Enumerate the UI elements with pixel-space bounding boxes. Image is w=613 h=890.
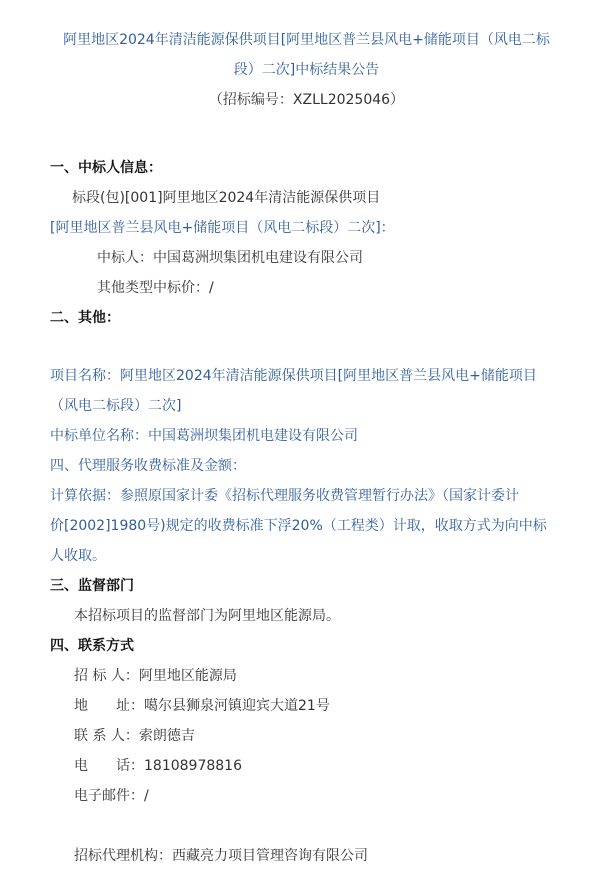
announcement-title-line1: 阿里地区2024年清洁能源保供项目[阿里地区普兰县风电+储能项目（风电二标 [63, 32, 550, 48]
lot-line1: 标段(包)[001]阿里地区2024年清洁能源保供项目 [72, 190, 381, 206]
address [74, 696, 330, 716]
tenderer: 招 标 人：阿里地区能源局 [74, 668, 237, 684]
contact-value: 索朗德吉 [138, 728, 195, 744]
phone-value: 18108978816 [144, 758, 242, 774]
winner: 中标人：中国葛洲坝集团机电建设有限公司 [97, 250, 363, 266]
announcement-title-line2: 段）二次]中标结果公告 [233, 62, 380, 78]
section3-heading: 三、监督部门 [50, 578, 134, 594]
winning-unit: 中标单位名称：中国葛洲坝集团机电建设有限公司 [50, 428, 358, 444]
fee-heading: 四、代理服务收费标准及金额： [50, 458, 246, 474]
tender-code: （招标编号：XZLL2025046） [208, 92, 405, 108]
section1-heading: 一、中标人信息： [50, 160, 162, 176]
agency: 招标代理机构：西藏亮力项目管理咨询有限公司 [74, 848, 368, 864]
fee-basis-line1: 计算依据：参照原国家计委《招标代理服务收费管理暂行办法》（国家计委计 [50, 488, 519, 504]
email: 电子邮件：/ [74, 788, 149, 804]
phone [74, 756, 242, 776]
supervision-text: 本招标项目的监督部门为阿里地区能源局。 [74, 608, 340, 624]
contact-label: 联 系 人： [74, 728, 139, 744]
project-name-line1: 项目名称：阿里地区2024年清洁能源保供项目[阿里地区普兰县风电+储能项目 [50, 368, 537, 384]
contact-person [74, 726, 195, 746]
lot-line2: [阿里地区普兰县风电+储能项目（风电二标段）二次]： [50, 220, 395, 236]
project-name-line2: （风电二标段）二次] [50, 398, 182, 414]
address-label: 地 址： [74, 698, 144, 714]
other-price: 其他类型中标价：/ [97, 280, 214, 296]
address-value: 噶尔县狮泉河镇迎宾大道21号 [144, 698, 330, 714]
phone-label: 电 话： [74, 758, 144, 774]
section4-heading: 四、联系方式 [50, 638, 134, 654]
fee-basis-line2: 价[2002]1980号)规定的收费标准下浮20%（工程类）计取，收取方式为向中标 [50, 518, 547, 534]
fee-basis-line3: 人收取。 [50, 548, 106, 564]
section2-heading: 二、其他： [50, 310, 120, 326]
